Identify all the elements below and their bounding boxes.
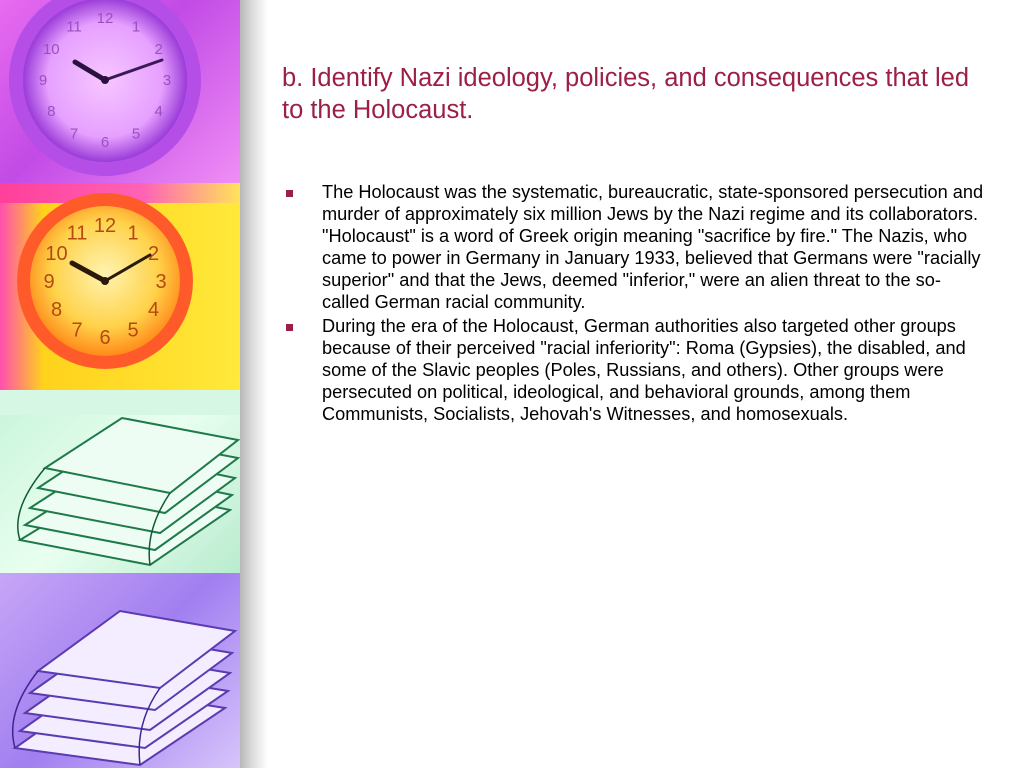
purple-clock-icon	[0, 0, 240, 183]
clock-numeral: 8	[47, 103, 56, 120]
paper-stack-icon	[0, 390, 240, 573]
clock-numeral: 12	[93, 215, 117, 237]
purple-clock-panel	[0, 0, 240, 183]
bullet-item	[286, 182, 986, 313]
green-papers-panel	[0, 390, 240, 573]
clock-numeral: 4	[147, 299, 160, 321]
clock-numeral: 12	[96, 10, 114, 27]
orange-clock-panel	[0, 183, 240, 390]
clock-numeral: 3	[155, 271, 167, 293]
clock-numeral: 11	[66, 222, 88, 245]
clock-numeral: 2	[154, 41, 163, 58]
clock-numeral: 10	[42, 41, 60, 58]
clock-numeral: 11	[66, 18, 82, 36]
clock-numeral: 5	[131, 125, 141, 143]
strip-shadow	[240, 0, 268, 768]
clock-numeral: 6	[99, 327, 111, 349]
clock-numeral: 3	[162, 72, 172, 89]
purple-papers-panel	[0, 573, 240, 768]
square-bullet-icon	[286, 190, 293, 197]
clock-numeral: 7	[69, 125, 79, 143]
clock-numeral: 1	[127, 222, 139, 245]
bullet-text: During the era of the Holocaust, German authorities also targeted other groups because of their perceived "racial inferiority": Roma (Gypsies), the disabled, and some of the Slavic peoples (Poles, Russians, and others). Other groups were persecuted on political, ideological, and behavioral grounds, among them Communists, Socialists, Jehovah's Witnesses, and homosexuals.	[322, 316, 966, 425]
orange-clock-icon	[0, 183, 240, 390]
clock-numeral: 9	[43, 271, 55, 293]
clock-numeral: 2	[147, 243, 160, 265]
clock-numeral: 8	[50, 299, 63, 321]
bullet-item	[286, 316, 986, 426]
clock-numeral: 5	[127, 319, 139, 342]
clock-numeral: 9	[38, 72, 48, 89]
decorative-image-strip	[0, 0, 240, 768]
square-bullet-icon	[286, 324, 293, 331]
bullet-text: The Holocaust was the systematic, bureaucratic, state-sponsored persecution and murder of approximately six million Jews by the Nazi regime and its collaborators. "Holocaust" is a word of Greek origin meaning "sacrifice by fire." The Nazis, who came to power in Germany in January 1933, believed that Germans were "racially superior" and that the Jews, deemed "inferior," were an alien threat to the so-called German racial community.	[322, 182, 984, 312]
clock-numeral: 10	[45, 243, 68, 265]
clock-numeral: 1	[131, 18, 141, 36]
clock-numeral: 7	[71, 319, 83, 342]
clock-numeral: 4	[154, 103, 163, 120]
bullet-list	[286, 182, 986, 429]
book-stack-icon	[0, 573, 240, 768]
slide-title: b. Identify Nazi ideology, policies, and consequences that led to the Holocaust.	[282, 64, 970, 124]
clock-numeral: 6	[100, 134, 110, 151]
